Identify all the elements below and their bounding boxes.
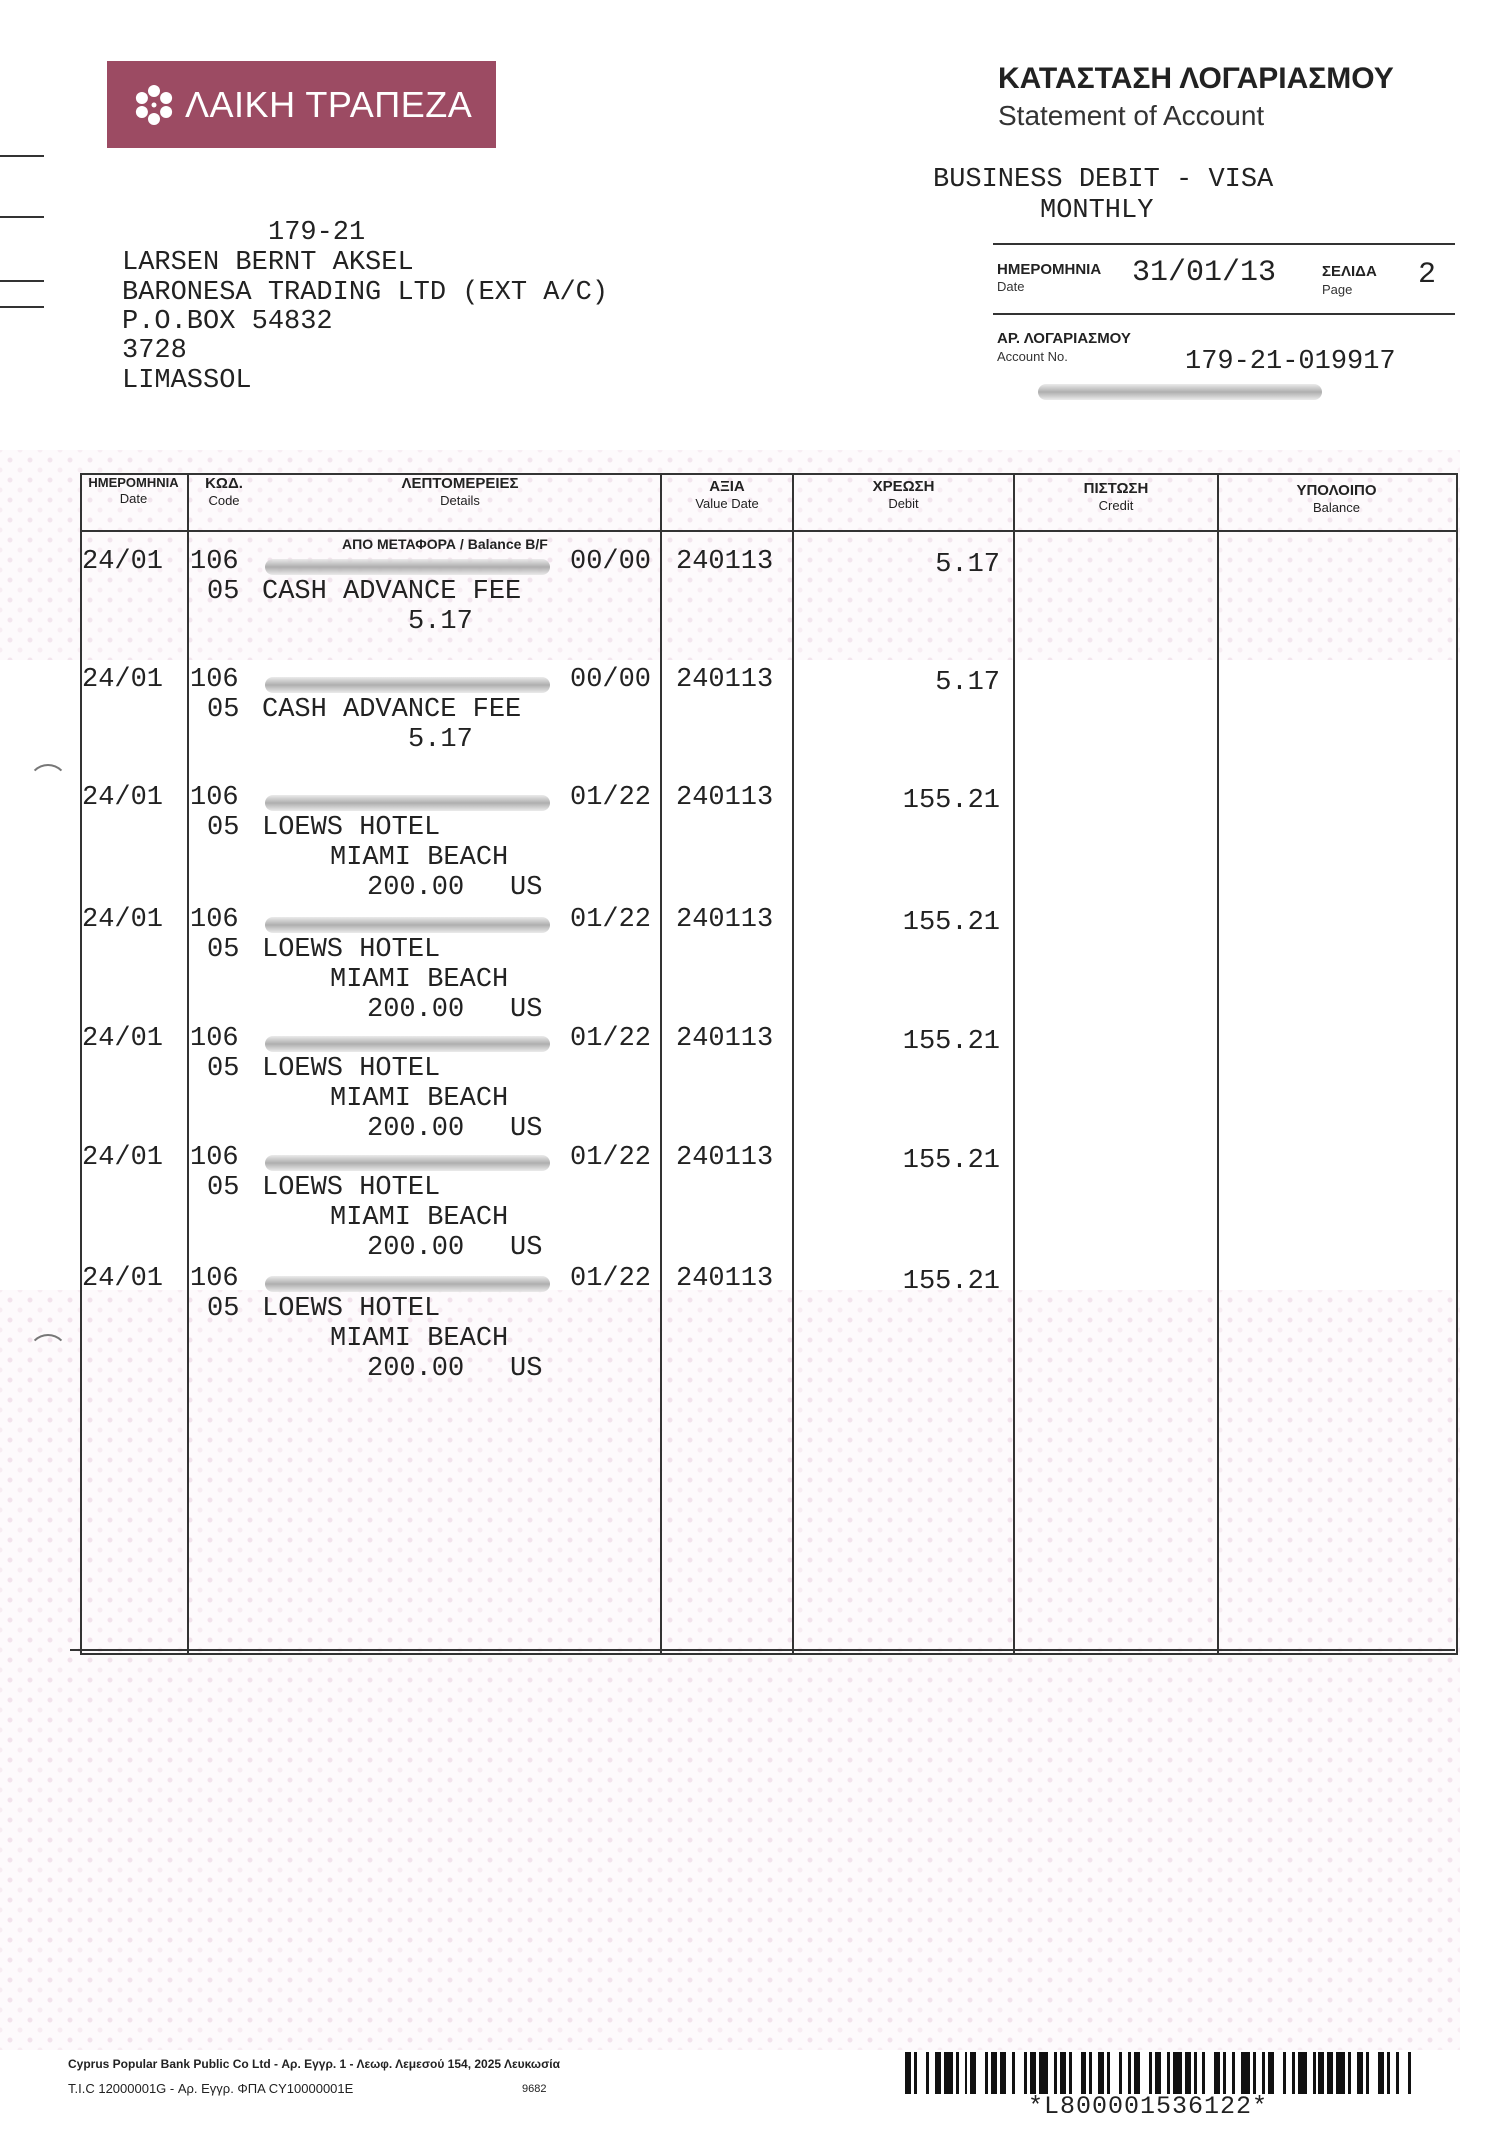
tx-code: 106 [190,547,239,577]
address-line: 3728 [122,336,187,366]
tx-currency: US [510,1233,543,1263]
col-header-balance [1219,482,1454,515]
col-header-code [189,475,259,508]
tx-code: 106 [190,905,239,935]
barcode [905,2052,1418,2094]
tx-debit: 155.21 [902,1027,1000,1057]
col-header-credit [1015,480,1217,513]
punch-mark [0,155,44,157]
column-divider [660,473,662,1653]
tx-value-date: 240113 [676,783,774,813]
tx-currency: US [510,1114,543,1144]
tx-ref: 01/22 [570,905,652,935]
tx-desc2: MIAMI BEACH [330,1324,509,1354]
tx-debit: 155.21 [902,908,1000,938]
tx-amount: 200.00 [367,873,465,903]
col-header-code-gr: ΚΩΔ. [205,475,243,492]
statement-frequency: MONTHLY [1040,196,1154,226]
col-header-date-gr: ΗΜΕΡΟΜΗΝΙΑ [88,475,179,490]
tx-code2: 05 [207,1054,240,1084]
tx-amount: 200.00 [367,1233,465,1263]
tx-code: 106 [190,783,239,813]
redacted-info [1038,384,1322,400]
tx-code: 106 [190,1143,239,1173]
col-header-value-date-en: Value Date [695,496,759,511]
tx-desc1: LOEWS HOTEL [262,1294,441,1324]
tx-code: 106 [190,1024,239,1054]
tx-date: 24/01 [82,665,164,695]
tx-desc1: CASH ADVANCE FEE [262,695,522,725]
address-line: P.O.BOX 54832 [122,307,333,337]
tx-value-date: 240113 [676,1024,774,1054]
tx-desc1: CASH ADVANCE FEE [262,577,522,607]
col-header-date-en: Date [119,491,148,506]
statement-title-en: Statement of Account [998,100,1265,131]
date-label-en: Date [997,279,1025,294]
tx-code2: 05 [207,935,240,965]
tx-code2: 05 [207,1294,240,1324]
account-label-en: Account No. [997,349,1068,364]
tx-code: 106 [190,1264,239,1294]
col-header-details-gr: ΛΕΠΤΟΜΕΡΕΙΕΣ [401,475,519,492]
col-header-debit-en: Debit [888,496,919,511]
tx-desc2: MIAMI BEACH [330,1084,509,1114]
footer-bank-info: Cyprus Popular Bank Public Co Ltd - Αρ. Εγγρ. 1 - Λεωφ. Λεμεσού 154, 2025 Λευκωσία [68,2057,560,2071]
tx-debit: 155.21 [902,1267,1000,1297]
tx-date: 24/01 [82,1143,164,1173]
redacted-card-number [265,677,550,693]
tx-desc2: MIAMI BEACH [330,965,509,995]
col-header-balance-en: Balance [1313,500,1360,515]
tx-code: 106 [190,665,239,695]
redacted-card-number [265,795,550,811]
tx-date: 24/01 [82,905,164,935]
tx-desc2: MIAMI BEACH [330,1203,509,1233]
redacted-card-number [265,917,550,933]
footer-code: 9682 [522,2083,547,2095]
tx-code2: 05 [207,577,240,607]
col-header-credit-en: Credit [1098,498,1134,513]
tx-date: 24/01 [82,1264,164,1294]
account-label-gr: ΑΡ. ΛΟΓΑΡΙΑΣΜΟΥ [997,330,1131,347]
address-line: BARONESA TRADING LTD (EXT A/C) [122,278,609,308]
tx-amount: 200.00 [367,1354,465,1384]
tx-ref: 00/00 [570,547,652,577]
tx-ref: 01/22 [570,1264,652,1294]
info-rule-top [993,243,1455,245]
col-header-date [80,475,187,506]
col-header-details-en: Details [440,493,480,508]
tx-ref: 01/22 [570,1143,652,1173]
tx-ref: 00/00 [570,665,652,695]
tx-ref: 01/22 [570,1024,652,1054]
address-line: LARSEN BERNT AKSEL [122,248,414,278]
tx-value-date: 240113 [676,1264,774,1294]
column-divider [792,473,794,1653]
footer-registration: T.I.C 12000001G - Αρ. Εγγρ. ΦΠΑ CY10000001E [68,2081,354,2096]
tx-date: 24/01 [82,783,164,813]
punch-mark [0,306,44,308]
statement-date: 31/01/13 [1132,256,1277,290]
info-rule-mid [993,313,1455,315]
bank-emblem-icon [131,82,177,128]
table-bottom-rule [70,1649,1455,1651]
tx-debit: 155.21 [902,786,1000,816]
col-header-value-date-gr: ΑΞΙΑ [709,478,745,495]
bank-logo-text: ΛΑΙΚΗ ΤΡΑΠΕΖΑ [185,83,473,125]
tx-desc1: LOEWS HOTEL [262,1054,441,1084]
statement-title-gr: ΚΑΤΑΣΤΑΣΗ ΛΟΓΑΡΙΑΣΜΟΥ [998,62,1394,95]
tx-debit: 155.21 [902,1146,1000,1176]
card-type: BUSINESS DEBIT - VISA [933,165,1274,195]
barcode-text: *L800001536122* [1028,2092,1269,2121]
punch-mark [0,216,44,218]
col-header-balance-gr: ΥΠΟΛΟΙΠΟ [1296,482,1377,499]
account-number: 179-21-019917 [1185,347,1396,377]
tx-debit: 5.17 [935,668,1000,698]
redacted-card-number [265,1036,550,1052]
page-number: 2 [1418,258,1437,292]
tx-debit: 5.17 [935,550,1000,580]
tx-currency: US [510,995,543,1025]
tx-desc1: LOEWS HOTEL [262,1173,441,1203]
tx-currency: US [510,873,543,903]
tx-value-date: 240113 [676,665,774,695]
address-line: LIMASSOL [122,366,252,396]
page-label-en: Page [1322,282,1353,297]
col-header-debit [794,478,1013,511]
tx-code2: 05 [207,695,240,725]
redacted-card-number [265,559,550,575]
tx-date: 24/01 [82,547,164,577]
column-divider [1013,473,1015,1653]
tx-currency: US [510,1354,543,1384]
punch-hole [28,764,68,804]
col-header-credit-gr: ΠΙΣΤΩΣΗ [1083,480,1149,497]
col-header-details [260,475,660,508]
punch-hole [28,1334,68,1374]
page-label-gr: ΣΕΛΙΔΑ [1322,263,1377,280]
tx-code2: 05 [207,1173,240,1203]
tx-desc2: MIAMI BEACH [330,843,509,873]
bank-logo [107,61,496,148]
redacted-card-number [265,1276,550,1292]
column-divider [1217,473,1219,1653]
tx-value-date: 240113 [676,547,774,577]
tx-desc1: LOEWS HOTEL [262,813,441,843]
tx-amount: 200.00 [367,1114,465,1144]
tx-desc1: LOEWS HOTEL [262,935,441,965]
balance-bf-label: ΑΠΟ ΜΕΤΑΦΟΡΑ / Balance B/F [342,536,548,552]
col-header-debit-gr: ΧΡΕΩΣΗ [872,478,935,495]
redacted-card-number [265,1155,550,1171]
branch-code: 179-21 [268,218,366,248]
date-label-gr: ΗΜΕΡΟΜΗΝΙΑ [997,261,1102,278]
column-divider [187,473,189,1653]
tx-value-date: 240113 [676,1143,774,1173]
tx-value-date: 240113 [676,905,774,935]
tx-date: 24/01 [82,1024,164,1054]
tx-ref: 01/22 [570,783,652,813]
table-header-rule [80,530,1456,532]
col-header-code-en: Code [208,493,240,508]
tx-code2: 05 [207,813,240,843]
tx-amount: 5.17 [408,607,473,637]
tx-amount: 200.00 [367,995,465,1025]
punch-mark [0,280,44,282]
col-header-value-date [662,478,792,511]
tx-amount: 5.17 [408,725,473,755]
